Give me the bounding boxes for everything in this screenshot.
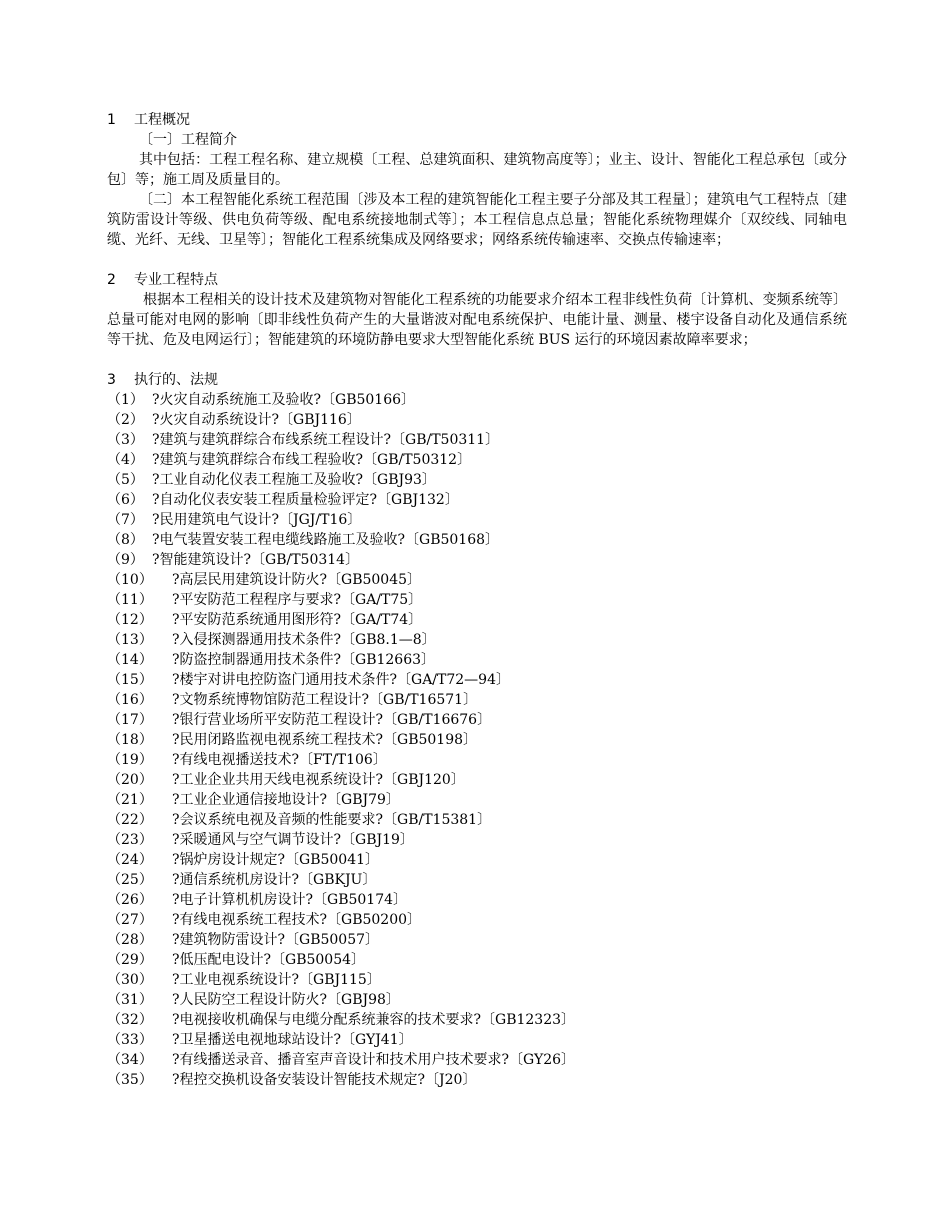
- list-item: [107, 610, 847, 630]
- section-2-title: 专业工程特点: [134, 272, 218, 288]
- regulation-list: [107, 390, 847, 1090]
- list-item-text: ?楼宇对讲电控防盗门通用技术条件?〔GA/T72—94〕: [172, 672, 510, 688]
- list-item-text: ?电气装置安装工程电缆线路施工及验收?〔GB50168〕: [152, 532, 500, 548]
- list-item-number: （32）: [107, 1012, 153, 1028]
- list-item: [107, 430, 847, 450]
- list-item-number: （29）: [107, 952, 153, 968]
- list-item-number: （8）: [107, 532, 144, 548]
- list-item-number: （31）: [107, 992, 153, 1008]
- list-item-text: ?平安防范系统通用图形符?〔GA/T74〕: [172, 612, 423, 628]
- list-item-number: （30）: [107, 972, 153, 988]
- list-item-number: （5）: [107, 472, 144, 488]
- list-item-text: ?工业企业共用天线电视系统设计?〔GBJ120〕: [172, 772, 465, 788]
- list-item: [107, 930, 847, 950]
- list-item-text: ?工业自动化仪表工程施工及验收?〔GBJ93〕: [152, 472, 436, 488]
- list-item: [107, 670, 847, 690]
- section-3-title: 执行的、法规: [134, 372, 218, 388]
- list-item: [107, 1030, 847, 1050]
- list-item-number: （13）: [107, 632, 153, 648]
- list-item-text: ?通信系统机房设计?〔GBKJU〕: [172, 872, 377, 888]
- list-item: [107, 870, 847, 890]
- list-item: [107, 510, 847, 530]
- list-item-number: （34）: [107, 1052, 153, 1068]
- list-item: [107, 830, 847, 850]
- list-item: [107, 750, 847, 770]
- section-2-number: 2: [107, 272, 116, 288]
- list-item-number: （35）: [107, 1072, 153, 1088]
- list-item-text: ?民用闭路监视电视系统工程技术?〔GB50198〕: [172, 732, 478, 748]
- list-item-text: ?低压配电设计?〔GB50054〕: [172, 952, 366, 968]
- list-item: [107, 850, 847, 870]
- list-item: [107, 770, 847, 790]
- list-item-text: ?防盗控制器通用技术条件?〔GB12663〕: [172, 652, 436, 668]
- list-item-text: ?建筑与建筑群综合布线工程验收?〔GB/T50312〕: [152, 452, 472, 468]
- list-item-number: （18）: [107, 732, 153, 748]
- list-item: [107, 1010, 847, 1030]
- list-item-number: （28）: [107, 932, 153, 948]
- section-2-heading: [107, 270, 847, 290]
- list-item-text: ?火灾自动系统施工及验收?〔GB50166〕: [152, 392, 416, 408]
- list-item-number: （1）: [107, 392, 144, 408]
- list-item-number: （7）: [107, 512, 144, 528]
- list-item: [107, 890, 847, 910]
- list-item: [107, 810, 847, 830]
- list-item-text: ?有线电视系统工程技术?〔GB50200〕: [172, 912, 422, 928]
- section-3-number: 3: [107, 372, 116, 388]
- list-item: [107, 490, 847, 510]
- list-item-number: （19）: [107, 752, 153, 768]
- list-item-text: ?工业电视系统设计?〔GBJ115〕: [172, 972, 381, 988]
- list-item: [107, 710, 847, 730]
- document-page: [107, 110, 847, 1090]
- section-1-subtitle: 〔一〕工程简介: [139, 132, 237, 148]
- list-item-text: ?民用建筑电气设计?〔JGJ/T16〕: [152, 512, 362, 528]
- list-item: [107, 450, 847, 470]
- list-item-number: （16）: [107, 692, 153, 708]
- list-item-text: ?自动化仪表安装工程质量检验评定?〔GBJ132〕: [152, 492, 459, 508]
- list-item-text: ?工业企业通信接地设计?〔GBJ79〕: [172, 792, 400, 808]
- list-item: [107, 630, 847, 650]
- section-3-heading: [107, 370, 847, 390]
- list-item-text: ?建筑与建筑群综合布线系统工程设计?〔GB/T50311〕: [152, 432, 500, 448]
- section-1-paragraph-1: 其中包括：工程工程名称、建立规模〔工程、总建筑面积、建筑物高度等〕；业主、设计、智能化工程总承包〔或分包〕等；施工周及质量目的。: [107, 152, 847, 188]
- list-item-number: （26）: [107, 892, 153, 908]
- list-item-text: ?电视接收机确保与电缆分配系统兼容的技术要求?〔GB12323〕: [172, 1012, 576, 1028]
- list-item-number: （9）: [107, 552, 144, 568]
- list-item: [107, 650, 847, 670]
- list-item-number: （23）: [107, 832, 153, 848]
- list-item-number: （15）: [107, 672, 153, 688]
- list-item-number: （25）: [107, 872, 153, 888]
- list-item-text: ?平安防范工程程序与要求?〔GA/T75〕: [172, 592, 423, 608]
- list-item: [107, 910, 847, 930]
- list-item: [107, 970, 847, 990]
- section-2-paragraph: 根据本工程相关的设计技术及建筑物对智能化工程系统的功能要求介绍本工程非线性负荷〔计算机、变频系统等〕总量可能对电网的影响〔即非线性负荷产生的大量谐波对配电系统保护、电能计量、测量、楼宇设备自动化及通信系统等干扰、危及电网运行〕；智能建筑的环境防静电要求大型智能化系统 BUS 运行的环境因素故障率要求；: [107, 292, 847, 348]
- list-item: [107, 410, 847, 430]
- list-item-number: （12）: [107, 612, 153, 628]
- list-item-text: ?有线电视播送技术?〔FT/T106〕: [172, 752, 387, 768]
- list-item-text: ?入侵探测器通用技术条件?〔GB8.1—8〕: [172, 632, 436, 648]
- list-item: [107, 570, 847, 590]
- list-item-text: ?人民防空工程设计防火?〔GBJ98〕: [172, 992, 400, 1008]
- list-item-number: （11）: [107, 592, 153, 608]
- list-item-text: ?有线播送录音、播音室声音设计和技术用户技术要求?〔GY26〕: [172, 1052, 576, 1068]
- section-1-paragraph-2: 〔二〕本工程智能化系统工程范围〔涉及本工程的建筑智能化工程主要子分部及其工程量〕；建筑电气工程特点〔建筑防雷设计等级、供电负荷等级、配电系统接地制式等〕；本工程信息点总量；智能化系统物理媒介〔双绞线、同轴电缆、光纤、无线、卫星等〕；智能化工程系统集成及网络要求；网络系统传输速率、交换点传输速率；: [107, 192, 847, 248]
- list-item: [107, 990, 847, 1010]
- list-item-text: ?会议系统电视及音频的性能要求?〔GB/T15381〕: [172, 812, 492, 828]
- list-item-text: ?智能建筑设计?〔GB/T50314〕: [152, 552, 360, 568]
- list-item-number: （17）: [107, 712, 153, 728]
- list-item: [107, 470, 847, 490]
- list-item-number: （33）: [107, 1032, 153, 1048]
- list-item-number: （24）: [107, 852, 153, 868]
- list-item-number: （3）: [107, 432, 144, 448]
- list-item-number: （14）: [107, 652, 153, 668]
- spacer: [107, 350, 847, 370]
- list-item: [107, 590, 847, 610]
- list-item-text: ?建筑物防雷设计?〔GB50057〕: [172, 932, 380, 948]
- section-1-number: 1: [107, 112, 116, 128]
- list-item-text: ?锅炉房设计规定?〔GB50041〕: [172, 852, 380, 868]
- list-item-text: ?高层民用建筑设计防火?〔GB50045〕: [172, 572, 422, 588]
- list-item-text: ?程控交换机设备安装设计智能技术规定?〔J20〕: [172, 1072, 477, 1088]
- list-item: [107, 530, 847, 550]
- list-item: [107, 1070, 847, 1090]
- list-item-number: （21）: [107, 792, 153, 808]
- list-item-text: ?电子计算机机房设计?〔GB50174〕: [172, 892, 408, 908]
- list-item: [107, 390, 847, 410]
- list-item: [107, 690, 847, 710]
- section-1-title: 工程概况: [134, 112, 190, 128]
- list-item-number: （27）: [107, 912, 153, 928]
- list-item-text: ?采暖通风与空气调节设计?〔GBJ19〕: [172, 832, 414, 848]
- list-item-text: ?银行营业场所平安防范工程设计?〔GB/T16676〕: [172, 712, 492, 728]
- list-item-number: （4）: [107, 452, 144, 468]
- spacer: [107, 250, 847, 270]
- section-1-heading: [107, 110, 847, 130]
- list-item-number: （20）: [107, 772, 153, 788]
- list-item-text: ?卫星播送电视地球站设计?〔GYJ41〕: [172, 1032, 413, 1048]
- list-item: [107, 730, 847, 750]
- list-item-number: （22）: [107, 812, 153, 828]
- list-item-number: （6）: [107, 492, 144, 508]
- list-item-number: （2）: [107, 412, 144, 428]
- list-item: [107, 550, 847, 570]
- list-item-text: ?文物系统博物馆防范工程设计?〔GB/T16571〕: [172, 692, 478, 708]
- list-item-number: （10）: [107, 572, 153, 588]
- list-item: [107, 1050, 847, 1070]
- list-item-text: ?火灾自动系统设计?〔GBJ116〕: [152, 412, 361, 428]
- list-item: [107, 790, 847, 810]
- list-item: [107, 950, 847, 970]
